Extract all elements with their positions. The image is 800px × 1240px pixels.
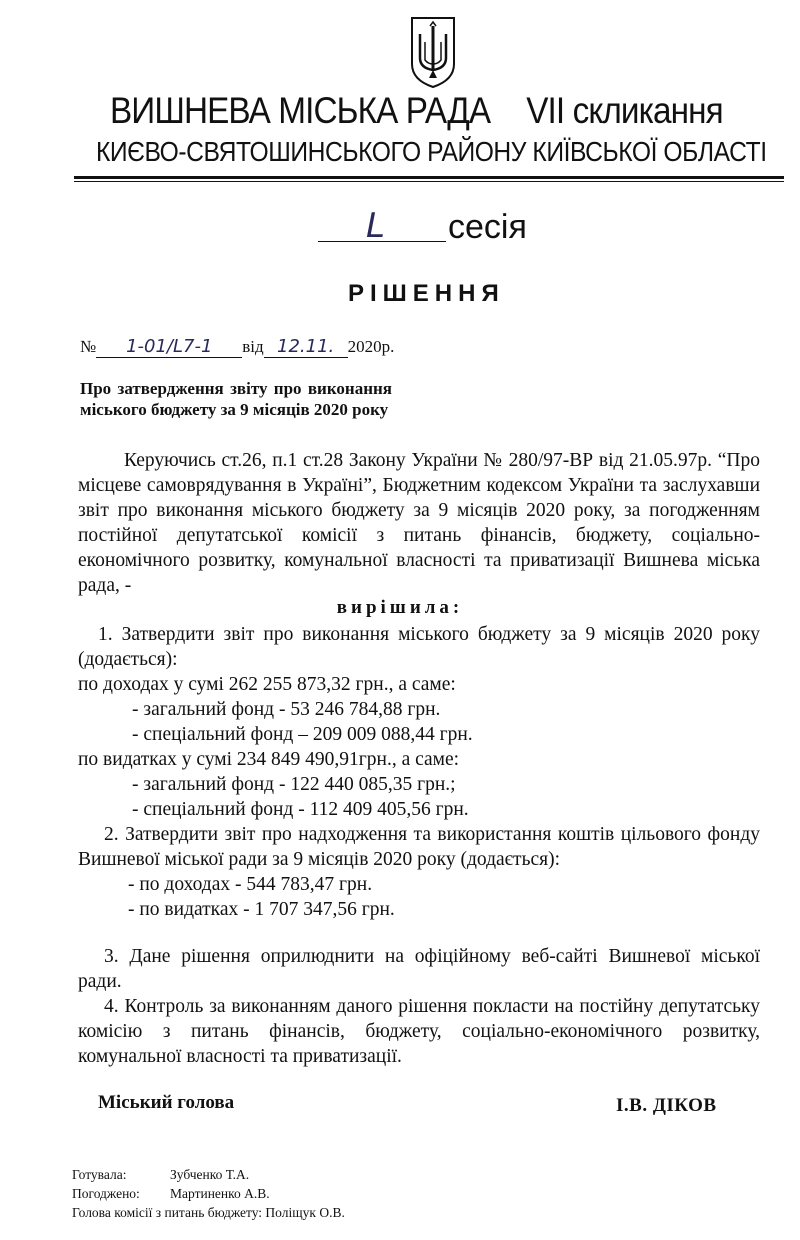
header-rule-thin (74, 181, 784, 182)
item-2-text: 2. Затвердити звіт про надходження та використання коштів цільового фонду Вишневої міської ради за 9 місяців 2020 року (додається): (78, 824, 760, 870)
district-name: КИЄВО-СВЯТОШИНСЬКОГО РАЙОНУ КИЇВСЬКОЇ ОБЛАСТІ (96, 136, 767, 167)
council-name (110, 90, 723, 132)
item-1-text: 1. Затвердити звіт про виконання міського бюджету за 9 місяців 2020 року (додається): (78, 624, 760, 670)
header-rule (74, 176, 784, 179)
prepared-label: Готувала: (72, 1167, 127, 1182)
income-total: по доходах у сумі 262 255 873,32 грн., а саме: (78, 674, 456, 695)
agreed-label: Погоджено: (72, 1186, 140, 1201)
footer-agreed (72, 1185, 270, 1203)
decision-title: РІШЕННЯ (348, 280, 505, 307)
signer-name: І.В. ДІКОВ (616, 1095, 717, 1116)
session-label: сесія (448, 208, 527, 246)
target-fund-income: - по доходах - 544 783,47 грн. (128, 874, 373, 895)
council-title: ВИШНЕВА МІСЬКА РАДА (110, 90, 491, 131)
footer-prepared (72, 1166, 249, 1184)
expense-general-fund: - загальний фонд - 122 440 085,35 грн.; (132, 774, 456, 795)
trident-icon (408, 14, 458, 90)
target-fund-expense: - по видатках - 1 707 347,56 грн. (128, 899, 395, 920)
resolved-heading: вирішила: (336, 597, 464, 618)
expense-special-fund: - спеціальний фонд - 112 409 405,56 грн. (132, 799, 469, 820)
decision-date: 12.11. (264, 336, 348, 358)
convocation: VII скликання (526, 90, 723, 131)
item-4: 4. Контроль за виконанням даного рішення покласти на постійну депутатську комісію з питань фінансів, бюджету, соціально-економічного розвитку, комунальної власності та приватизації. (78, 996, 760, 1067)
income-general-fund: - загальний фонд - 53 246 784,88 грн. (132, 699, 441, 720)
signer-role: Міський голова (98, 1092, 235, 1113)
coat-of-arms-emblem (408, 14, 458, 90)
income-special-fund: - спеціальний фонд – 209 009 088,44 грн. (132, 724, 473, 745)
footer-committee: Голова комісії з питань бюджету: Поліщук О.В. (72, 1205, 345, 1220)
decision-subject: Про затвердження звіту про виконання міського бюджету за 9 місяців 2020 року (80, 379, 392, 419)
item-2 (78, 822, 760, 922)
item-1 (78, 622, 760, 822)
number-prefix: № (80, 337, 97, 356)
prepared-name: Зубченко Т.А. (170, 1167, 250, 1182)
expense-total: по видатках у сумі 234 849 490,91грн., а саме: (78, 749, 460, 770)
item-3: 3. Дане рішення оприлюднити на офіційному веб-сайті Вишневої міської ради. (78, 946, 760, 992)
session-number: L (366, 206, 385, 246)
preamble-paragraph: Керуючись ст.26, п.1 ст.28 Закону України № 280/97-ВР від 21.05.97р. “Про місцеве самоврядування в Україні”, Бюджетним кодексом України та заслухавши звіт про виконання міського бюджету за 9 місяців 2020 року, за погодженням постійної депутатської комісії з питань фінансів, бюджету, соціально-економічного розвитку, комунальної власності та приватизації Вишнева міська рада, - (78, 450, 760, 596)
registration-line (80, 336, 394, 358)
date-prefix: від (242, 337, 264, 356)
decision-year: 2020р. (347, 337, 395, 356)
decision-number: 1-01/L7-1 (96, 336, 242, 358)
agreed-name: Мартиненко А.В. (170, 1186, 270, 1201)
